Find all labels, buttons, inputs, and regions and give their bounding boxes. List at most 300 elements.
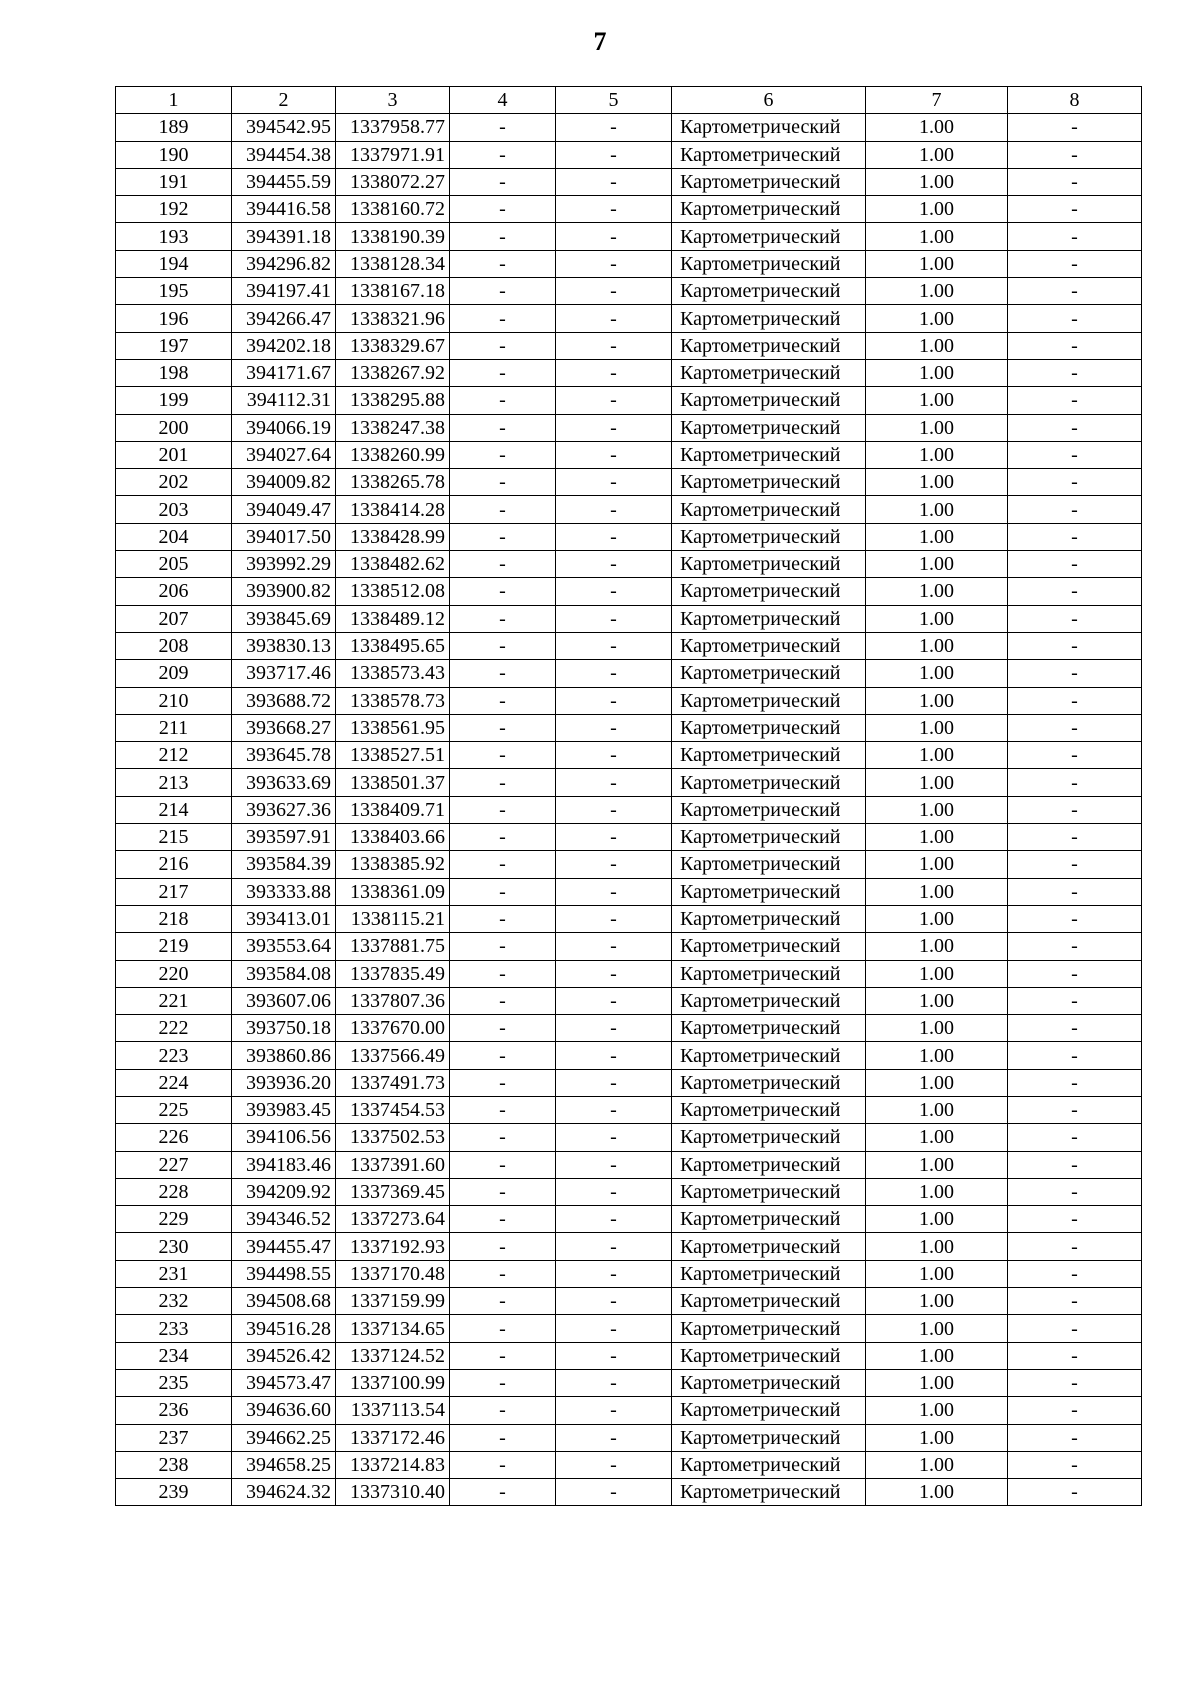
x-coordinate-cell: 393645.78 <box>232 742 336 769</box>
y-coordinate-cell: 1337369.45 <box>336 1178 450 1205</box>
accuracy-cell: 1.00 <box>866 1042 1008 1069</box>
method-cell: Картометрический <box>672 469 866 496</box>
accuracy-cell: 1.00 <box>866 1369 1008 1396</box>
method-cell: Картометрический <box>672 250 866 277</box>
accuracy-cell: 1.00 <box>866 796 1008 823</box>
accuracy-cell: 1.00 <box>866 1288 1008 1315</box>
point-number-cell: 211 <box>116 714 232 741</box>
column-4-cell: - <box>450 632 556 659</box>
method-cell: Картометрический <box>672 1124 866 1151</box>
column-5-cell: - <box>556 1479 672 1506</box>
point-number-cell: 225 <box>116 1096 232 1123</box>
accuracy-cell: 1.00 <box>866 114 1008 141</box>
accuracy-cell: 1.00 <box>866 278 1008 305</box>
column-8-cell: - <box>1008 933 1142 960</box>
column-header-5: 5 <box>556 87 672 114</box>
column-5-cell: - <box>556 1288 672 1315</box>
x-coordinate-cell: 393900.82 <box>232 578 336 605</box>
column-4-cell: - <box>450 1369 556 1396</box>
method-cell: Картометрический <box>672 114 866 141</box>
point-number-cell: 197 <box>116 332 232 359</box>
column-5-cell: - <box>556 742 672 769</box>
column-5-cell: - <box>556 1315 672 1342</box>
column-4-cell: - <box>450 714 556 741</box>
x-coordinate-cell: 393688.72 <box>232 687 336 714</box>
column-5-cell: - <box>556 223 672 250</box>
y-coordinate-cell: 1337172.46 <box>336 1424 450 1451</box>
x-coordinate-cell: 393860.86 <box>232 1042 336 1069</box>
column-4-cell: - <box>450 769 556 796</box>
y-coordinate-cell: 1338260.99 <box>336 441 450 468</box>
accuracy-cell: 1.00 <box>866 632 1008 659</box>
method-cell: Картометрический <box>672 1424 866 1451</box>
column-4-cell: - <box>450 469 556 496</box>
table-row <box>116 523 1142 550</box>
column-8-cell: - <box>1008 878 1142 905</box>
point-number-cell: 208 <box>116 632 232 659</box>
column-5-cell: - <box>556 796 672 823</box>
point-number-cell: 202 <box>116 469 232 496</box>
column-5-cell: - <box>556 332 672 359</box>
accuracy-cell: 1.00 <box>866 1178 1008 1205</box>
column-4-cell: - <box>450 196 556 223</box>
column-5-cell: - <box>556 1178 672 1205</box>
y-coordinate-cell: 1338527.51 <box>336 742 450 769</box>
method-cell: Картометрический <box>672 878 866 905</box>
column-5-cell: - <box>556 714 672 741</box>
table-row <box>116 742 1142 769</box>
column-8-cell: - <box>1008 1479 1142 1506</box>
y-coordinate-cell: 1338482.62 <box>336 551 450 578</box>
accuracy-cell: 1.00 <box>866 523 1008 550</box>
column-5-cell: - <box>556 1397 672 1424</box>
method-cell: Картометрический <box>672 605 866 632</box>
y-coordinate-cell: 1338428.99 <box>336 523 450 550</box>
point-number-cell: 219 <box>116 933 232 960</box>
column-4-cell: - <box>450 660 556 687</box>
y-coordinate-cell: 1337835.49 <box>336 960 450 987</box>
column-header-6: 6 <box>672 87 866 114</box>
point-number-cell: 210 <box>116 687 232 714</box>
x-coordinate-cell: 393633.69 <box>232 769 336 796</box>
column-header-8: 8 <box>1008 87 1142 114</box>
column-8-cell: - <box>1008 332 1142 359</box>
table-row <box>116 141 1142 168</box>
column-5-cell: - <box>556 305 672 332</box>
accuracy-cell: 1.00 <box>866 168 1008 195</box>
column-8-cell: - <box>1008 1069 1142 1096</box>
column-8-cell: - <box>1008 414 1142 441</box>
column-5-cell: - <box>556 278 672 305</box>
accuracy-cell: 1.00 <box>866 305 1008 332</box>
point-number-cell: 191 <box>116 168 232 195</box>
method-cell: Картометрический <box>672 414 866 441</box>
x-coordinate-cell: 394171.67 <box>232 359 336 386</box>
table-row <box>116 605 1142 632</box>
column-5-cell: - <box>556 387 672 414</box>
x-coordinate-cell: 394455.59 <box>232 168 336 195</box>
column-4-cell: - <box>450 1042 556 1069</box>
table-row <box>116 1369 1142 1396</box>
column-8-cell: - <box>1008 769 1142 796</box>
column-4-cell: - <box>450 332 556 359</box>
column-5-cell: - <box>556 1042 672 1069</box>
table-row <box>116 1206 1142 1233</box>
column-8-cell: - <box>1008 1042 1142 1069</box>
x-coordinate-cell: 394197.41 <box>232 278 336 305</box>
point-number-cell: 214 <box>116 796 232 823</box>
column-8-cell: - <box>1008 1451 1142 1478</box>
y-coordinate-cell: 1338361.09 <box>336 878 450 905</box>
column-header-7: 7 <box>866 87 1008 114</box>
point-number-cell: 194 <box>116 250 232 277</box>
table-row <box>116 168 1142 195</box>
table-row <box>116 114 1142 141</box>
column-header-2: 2 <box>232 87 336 114</box>
point-number-cell: 235 <box>116 1369 232 1396</box>
table-row <box>116 551 1142 578</box>
accuracy-cell: 1.00 <box>866 469 1008 496</box>
table-row <box>116 1315 1142 1342</box>
column-5-cell: - <box>556 441 672 468</box>
column-8-cell: - <box>1008 578 1142 605</box>
method-cell: Картометрический <box>672 824 866 851</box>
accuracy-cell: 1.00 <box>866 824 1008 851</box>
column-8-cell: - <box>1008 1288 1142 1315</box>
column-4-cell: - <box>450 578 556 605</box>
column-5-cell: - <box>556 114 672 141</box>
method-cell: Картометрический <box>672 1042 866 1069</box>
table-row <box>116 769 1142 796</box>
method-cell: Картометрический <box>672 1397 866 1424</box>
point-number-cell: 233 <box>116 1315 232 1342</box>
x-coordinate-cell: 394346.52 <box>232 1206 336 1233</box>
column-5-cell: - <box>556 1015 672 1042</box>
column-header-4: 4 <box>450 87 556 114</box>
point-number-cell: 190 <box>116 141 232 168</box>
method-cell: Картометрический <box>672 660 866 687</box>
column-4-cell: - <box>450 1288 556 1315</box>
table-row <box>116 687 1142 714</box>
y-coordinate-cell: 1338072.27 <box>336 168 450 195</box>
table-row <box>116 1178 1142 1205</box>
accuracy-cell: 1.00 <box>866 851 1008 878</box>
column-5-cell: - <box>556 168 672 195</box>
column-5-cell: - <box>556 523 672 550</box>
point-number-cell: 239 <box>116 1479 232 1506</box>
table-row <box>116 960 1142 987</box>
accuracy-cell: 1.00 <box>866 1233 1008 1260</box>
x-coordinate-cell: 393750.18 <box>232 1015 336 1042</box>
x-coordinate-cell: 394202.18 <box>232 332 336 359</box>
column-4-cell: - <box>450 960 556 987</box>
x-coordinate-cell: 394516.28 <box>232 1315 336 1342</box>
table-row <box>116 332 1142 359</box>
x-coordinate-cell: 394416.58 <box>232 196 336 223</box>
point-number-cell: 226 <box>116 1124 232 1151</box>
column-4-cell: - <box>450 305 556 332</box>
column-8-cell: - <box>1008 1151 1142 1178</box>
method-cell: Картометрический <box>672 1178 866 1205</box>
accuracy-cell: 1.00 <box>866 441 1008 468</box>
table-row <box>116 714 1142 741</box>
y-coordinate-cell: 1338409.71 <box>336 796 450 823</box>
accuracy-cell: 1.00 <box>866 578 1008 605</box>
method-cell: Картометрический <box>672 332 866 359</box>
column-8-cell: - <box>1008 1233 1142 1260</box>
table-row <box>116 1424 1142 1451</box>
column-4-cell: - <box>450 796 556 823</box>
accuracy-cell: 1.00 <box>866 960 1008 987</box>
column-8-cell: - <box>1008 523 1142 550</box>
x-coordinate-cell: 393413.01 <box>232 905 336 932</box>
y-coordinate-cell: 1338167.18 <box>336 278 450 305</box>
point-number-cell: 222 <box>116 1015 232 1042</box>
method-cell: Картометрический <box>672 359 866 386</box>
column-4-cell: - <box>450 1315 556 1342</box>
column-4-cell: - <box>450 1124 556 1151</box>
column-8-cell: - <box>1008 851 1142 878</box>
accuracy-cell: 1.00 <box>866 1069 1008 1096</box>
table-body <box>116 114 1142 1506</box>
x-coordinate-cell: 393936.20 <box>232 1069 336 1096</box>
column-5-cell: - <box>556 250 672 277</box>
point-number-cell: 221 <box>116 987 232 1014</box>
y-coordinate-cell: 1338321.96 <box>336 305 450 332</box>
method-cell: Картометрический <box>672 632 866 659</box>
table-row <box>116 196 1142 223</box>
column-8-cell: - <box>1008 1206 1142 1233</box>
x-coordinate-cell: 393983.45 <box>232 1096 336 1123</box>
x-coordinate-cell: 394658.25 <box>232 1451 336 1478</box>
method-cell: Картометрический <box>672 1069 866 1096</box>
y-coordinate-cell: 1338561.95 <box>336 714 450 741</box>
method-cell: Картометрический <box>672 523 866 550</box>
table-row <box>116 632 1142 659</box>
column-5-cell: - <box>556 196 672 223</box>
coordinates-table <box>115 86 1142 1506</box>
table-row <box>116 1479 1142 1506</box>
column-4-cell: - <box>450 441 556 468</box>
column-8-cell: - <box>1008 141 1142 168</box>
column-5-cell: - <box>556 1342 672 1369</box>
x-coordinate-cell: 394112.31 <box>232 387 336 414</box>
column-8-cell: - <box>1008 1124 1142 1151</box>
method-cell: Картометрический <box>672 1151 866 1178</box>
accuracy-cell: 1.00 <box>866 141 1008 168</box>
column-4-cell: - <box>450 223 556 250</box>
column-header-3: 3 <box>336 87 450 114</box>
column-8-cell: - <box>1008 796 1142 823</box>
table-row <box>116 796 1142 823</box>
method-cell: Картометрический <box>672 141 866 168</box>
column-8-cell: - <box>1008 387 1142 414</box>
point-number-cell: 228 <box>116 1178 232 1205</box>
column-4-cell: - <box>450 523 556 550</box>
column-4-cell: - <box>450 1479 556 1506</box>
column-4-cell: - <box>450 1178 556 1205</box>
method-cell: Картометрический <box>672 851 866 878</box>
x-coordinate-cell: 393992.29 <box>232 551 336 578</box>
column-4-cell: - <box>450 1151 556 1178</box>
point-number-cell: 223 <box>116 1042 232 1069</box>
x-coordinate-cell: 393845.69 <box>232 605 336 632</box>
x-coordinate-cell: 393607.06 <box>232 987 336 1014</box>
x-coordinate-cell: 394542.95 <box>232 114 336 141</box>
column-5-cell: - <box>556 1233 672 1260</box>
point-number-cell: 230 <box>116 1233 232 1260</box>
method-cell: Картометрический <box>672 769 866 796</box>
point-number-cell: 213 <box>116 769 232 796</box>
table-row <box>116 1151 1142 1178</box>
column-5-cell: - <box>556 141 672 168</box>
x-coordinate-cell: 394662.25 <box>232 1424 336 1451</box>
accuracy-cell: 1.00 <box>866 1451 1008 1478</box>
column-4-cell: - <box>450 878 556 905</box>
column-8-cell: - <box>1008 742 1142 769</box>
accuracy-cell: 1.00 <box>866 1315 1008 1342</box>
method-cell: Картометрический <box>672 387 866 414</box>
accuracy-cell: 1.00 <box>866 496 1008 523</box>
column-4-cell: - <box>450 278 556 305</box>
table-row <box>116 305 1142 332</box>
method-cell: Картометрический <box>672 1206 866 1233</box>
column-8-cell: - <box>1008 359 1142 386</box>
column-5-cell: - <box>556 851 672 878</box>
x-coordinate-cell: 393584.39 <box>232 851 336 878</box>
y-coordinate-cell: 1337192.93 <box>336 1233 450 1260</box>
y-coordinate-cell: 1338414.28 <box>336 496 450 523</box>
table-row <box>116 414 1142 441</box>
x-coordinate-cell: 393830.13 <box>232 632 336 659</box>
y-coordinate-cell: 1337391.60 <box>336 1151 450 1178</box>
column-5-cell: - <box>556 1206 672 1233</box>
x-coordinate-cell: 393668.27 <box>232 714 336 741</box>
y-coordinate-cell: 1338501.37 <box>336 769 450 796</box>
column-4-cell: - <box>450 987 556 1014</box>
x-coordinate-cell: 394066.19 <box>232 414 336 441</box>
column-5-cell: - <box>556 960 672 987</box>
table-row <box>116 387 1142 414</box>
accuracy-cell: 1.00 <box>866 1479 1008 1506</box>
table-row <box>116 1260 1142 1287</box>
table-row <box>116 1042 1142 1069</box>
x-coordinate-cell: 394573.47 <box>232 1369 336 1396</box>
method-cell: Картометрический <box>672 960 866 987</box>
point-number-cell: 218 <box>116 905 232 932</box>
method-cell: Картометрический <box>672 278 866 305</box>
method-cell: Картометрический <box>672 196 866 223</box>
point-number-cell: 201 <box>116 441 232 468</box>
point-number-cell: 192 <box>116 196 232 223</box>
point-number-cell: 227 <box>116 1151 232 1178</box>
column-4-cell: - <box>450 250 556 277</box>
column-8-cell: - <box>1008 1178 1142 1205</box>
accuracy-cell: 1.00 <box>866 1424 1008 1451</box>
table-row <box>116 1069 1142 1096</box>
point-number-cell: 203 <box>116 496 232 523</box>
method-cell: Картометрический <box>672 905 866 932</box>
column-4-cell: - <box>450 1424 556 1451</box>
column-8-cell: - <box>1008 905 1142 932</box>
y-coordinate-cell: 1337971.91 <box>336 141 450 168</box>
y-coordinate-cell: 1338489.12 <box>336 605 450 632</box>
column-4-cell: - <box>450 1397 556 1424</box>
y-coordinate-cell: 1337134.65 <box>336 1315 450 1342</box>
table-row <box>116 1124 1142 1151</box>
accuracy-cell: 1.00 <box>866 605 1008 632</box>
column-5-cell: - <box>556 1260 672 1287</box>
column-5-cell: - <box>556 632 672 659</box>
column-8-cell: - <box>1008 1424 1142 1451</box>
point-number-cell: 195 <box>116 278 232 305</box>
table-row <box>116 250 1142 277</box>
column-4-cell: - <box>450 114 556 141</box>
y-coordinate-cell: 1337454.53 <box>336 1096 450 1123</box>
column-5-cell: - <box>556 933 672 960</box>
point-number-cell: 204 <box>116 523 232 550</box>
column-4-cell: - <box>450 1260 556 1287</box>
y-coordinate-cell: 1337670.00 <box>336 1015 450 1042</box>
x-coordinate-cell: 394183.46 <box>232 1151 336 1178</box>
column-5-cell: - <box>556 905 672 932</box>
accuracy-cell: 1.00 <box>866 250 1008 277</box>
column-4-cell: - <box>450 1451 556 1478</box>
column-8-cell: - <box>1008 250 1142 277</box>
column-8-cell: - <box>1008 605 1142 632</box>
method-cell: Картометрический <box>672 1233 866 1260</box>
y-coordinate-cell: 1338295.88 <box>336 387 450 414</box>
table-row <box>116 496 1142 523</box>
table-row <box>116 987 1142 1014</box>
column-4-cell: - <box>450 1233 556 1260</box>
x-coordinate-cell: 394209.92 <box>232 1178 336 1205</box>
column-5-cell: - <box>556 769 672 796</box>
column-5-cell: - <box>556 578 672 605</box>
accuracy-cell: 1.00 <box>866 551 1008 578</box>
column-5-cell: - <box>556 1151 672 1178</box>
column-8-cell: - <box>1008 496 1142 523</box>
table-row <box>116 278 1142 305</box>
column-4-cell: - <box>450 387 556 414</box>
method-cell: Картометрический <box>672 1096 866 1123</box>
point-number-cell: 198 <box>116 359 232 386</box>
point-number-cell: 238 <box>116 1451 232 1478</box>
method-cell: Картометрический <box>672 223 866 250</box>
method-cell: Картометрический <box>672 1288 866 1315</box>
y-coordinate-cell: 1338247.38 <box>336 414 450 441</box>
method-cell: Картометрический <box>672 1369 866 1396</box>
x-coordinate-cell: 393584.08 <box>232 960 336 987</box>
table-row <box>116 223 1142 250</box>
y-coordinate-cell: 1337502.53 <box>336 1124 450 1151</box>
column-4-cell: - <box>450 905 556 932</box>
table-row <box>116 578 1142 605</box>
column-4-cell: - <box>450 687 556 714</box>
column-5-cell: - <box>556 1451 672 1478</box>
column-8-cell: - <box>1008 223 1142 250</box>
column-8-cell: - <box>1008 1342 1142 1369</box>
accuracy-cell: 1.00 <box>866 414 1008 441</box>
y-coordinate-cell: 1337113.54 <box>336 1397 450 1424</box>
y-coordinate-cell: 1338267.92 <box>336 359 450 386</box>
method-cell: Картометрический <box>672 305 866 332</box>
method-cell: Картометрический <box>672 742 866 769</box>
x-coordinate-cell: 394009.82 <box>232 469 336 496</box>
x-coordinate-cell: 393627.36 <box>232 796 336 823</box>
y-coordinate-cell: 1337881.75 <box>336 933 450 960</box>
method-cell: Картометрический <box>672 987 866 1014</box>
